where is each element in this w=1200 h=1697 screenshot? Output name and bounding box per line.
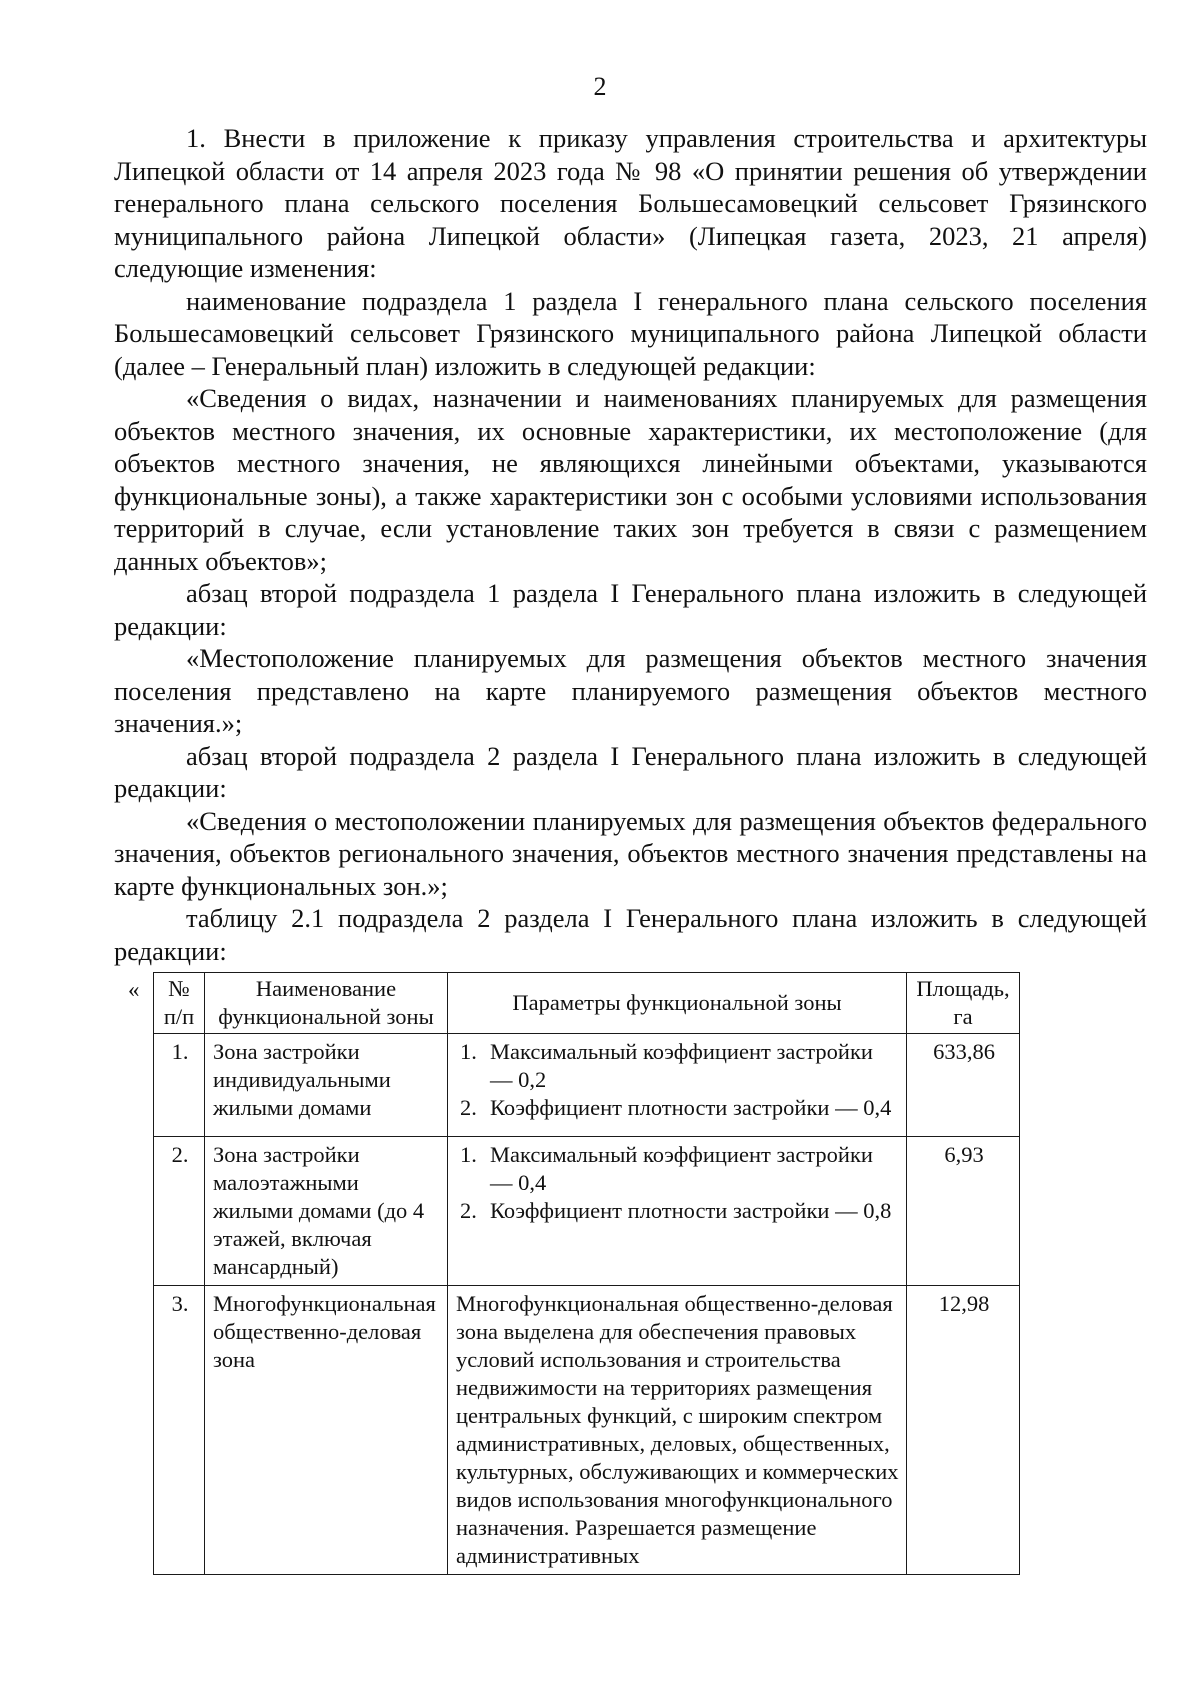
zone-name: Зона застройки малоэтажными жилыми домами (до 4 этажей, включая мансардный) <box>205 1137 448 1286</box>
header-area: Площадь, га <box>907 973 1020 1034</box>
document-body <box>114 122 1147 967</box>
table-row <box>154 1034 1020 1137</box>
paragraph-7: «Сведения о местоположении планируемых для размещения объектов федерального значения, объектов регионального значения, объектов местного значения представлены на карте функциональных зон.»; <box>114 805 1147 901</box>
functional-zones-table <box>153 972 1020 1575</box>
parameter-item: 1. Максимальный коэффициент застройки — 0,2 <box>460 1039 873 1092</box>
header-zone-name: Наименование функциональной зоны <box>205 973 448 1034</box>
header-parameters: Параметры функциональной зоны <box>448 973 907 1034</box>
table-section <box>114 972 1114 1572</box>
parameter-item: 2. Коэффициент плотности застройки — 0,8 <box>460 1198 892 1223</box>
row-number: 2. <box>154 1137 205 1286</box>
zone-parameters: Многофункциональная общественно-деловая зона выделена для обеспечения правовых условий использования и строительства недвижимости на территориях размещения центральных функций, с широким спектром административных, деловых, общественных, культурных, обслуживающих и коммерческих видов использования многофункционального назначения. Разрешается размещение административных <box>448 1286 907 1575</box>
parameter-item: 1. Максимальный коэффициент застройки — 0,4 <box>460 1142 873 1195</box>
zone-parameters <box>448 1137 907 1286</box>
paragraph-4: абзац второй подраздела 1 раздела I Генерального плана изложить в следующей редакции: <box>114 578 1147 641</box>
paragraph-3: «Сведения о видах, назначении и наименованиях планируемых для размещения объектов местного значения, их основные характеристики, их местоположение (для объектов местного значения, не являющихся линейными объектами, указываются функциональные зоны), а также характеристики зон с особыми условиями использования территорий в случае, если установление таких зон требуется в связи с размещением данных объектов»; <box>114 383 1147 576</box>
row-number: 1. <box>154 1034 205 1137</box>
paragraph-1: 1. Внести в приложение к приказу управления строительства и архитектуры Липецкой области от 14 апреля 2023 года № 98 «О принятии решения об утверждении генерального плана сельского поселения Большесамовецкий сельсовет Грязинского муниципального района Липецкой области» (Липецкая газета, 2023, 21 апреля) следующие изменения: <box>114 123 1147 283</box>
paragraph-8: таблицу 2.1 подраздела 2 раздела I Генерального плана изложить в следующей редакции: <box>114 903 1147 966</box>
row-number: 3. <box>154 1286 205 1575</box>
parameter-item: 2. Коэффициент плотности застройки — 0,4 <box>460 1095 892 1120</box>
paragraph-5: «Местоположение планируемых для размещения объектов местного значения поселения представлено на карте планируемого размещения объектов местного значения.»; <box>114 643 1147 738</box>
zone-area: 12,98 <box>907 1286 1020 1575</box>
zone-area: 6,93 <box>907 1137 1020 1286</box>
page-number: 2 <box>593 72 607 101</box>
paragraph-2: наименование подраздела 1 раздела I генерального плана сельского поселения Большесамовецкий сельсовет Грязинского муниципального района Липецкой области (далее – Генеральный план) изложить в следующей редакции: <box>114 285 1147 381</box>
zone-name: Многофункциональная общественно-деловая зона <box>205 1286 448 1575</box>
table-open-quote: « <box>128 977 140 1002</box>
table-row <box>154 1137 1020 1286</box>
zone-area: 633,86 <box>907 1034 1020 1137</box>
paragraph-6: абзац второй подраздела 2 раздела I Генерального плана изложить в следующей редакции: <box>114 740 1147 803</box>
zone-name: Зона застройки индивидуальными жилыми домами <box>205 1034 448 1137</box>
table-header-row <box>154 973 1020 1034</box>
header-number: № п/п <box>154 973 205 1034</box>
table-row <box>154 1286 1020 1575</box>
zone-parameters <box>448 1034 907 1137</box>
